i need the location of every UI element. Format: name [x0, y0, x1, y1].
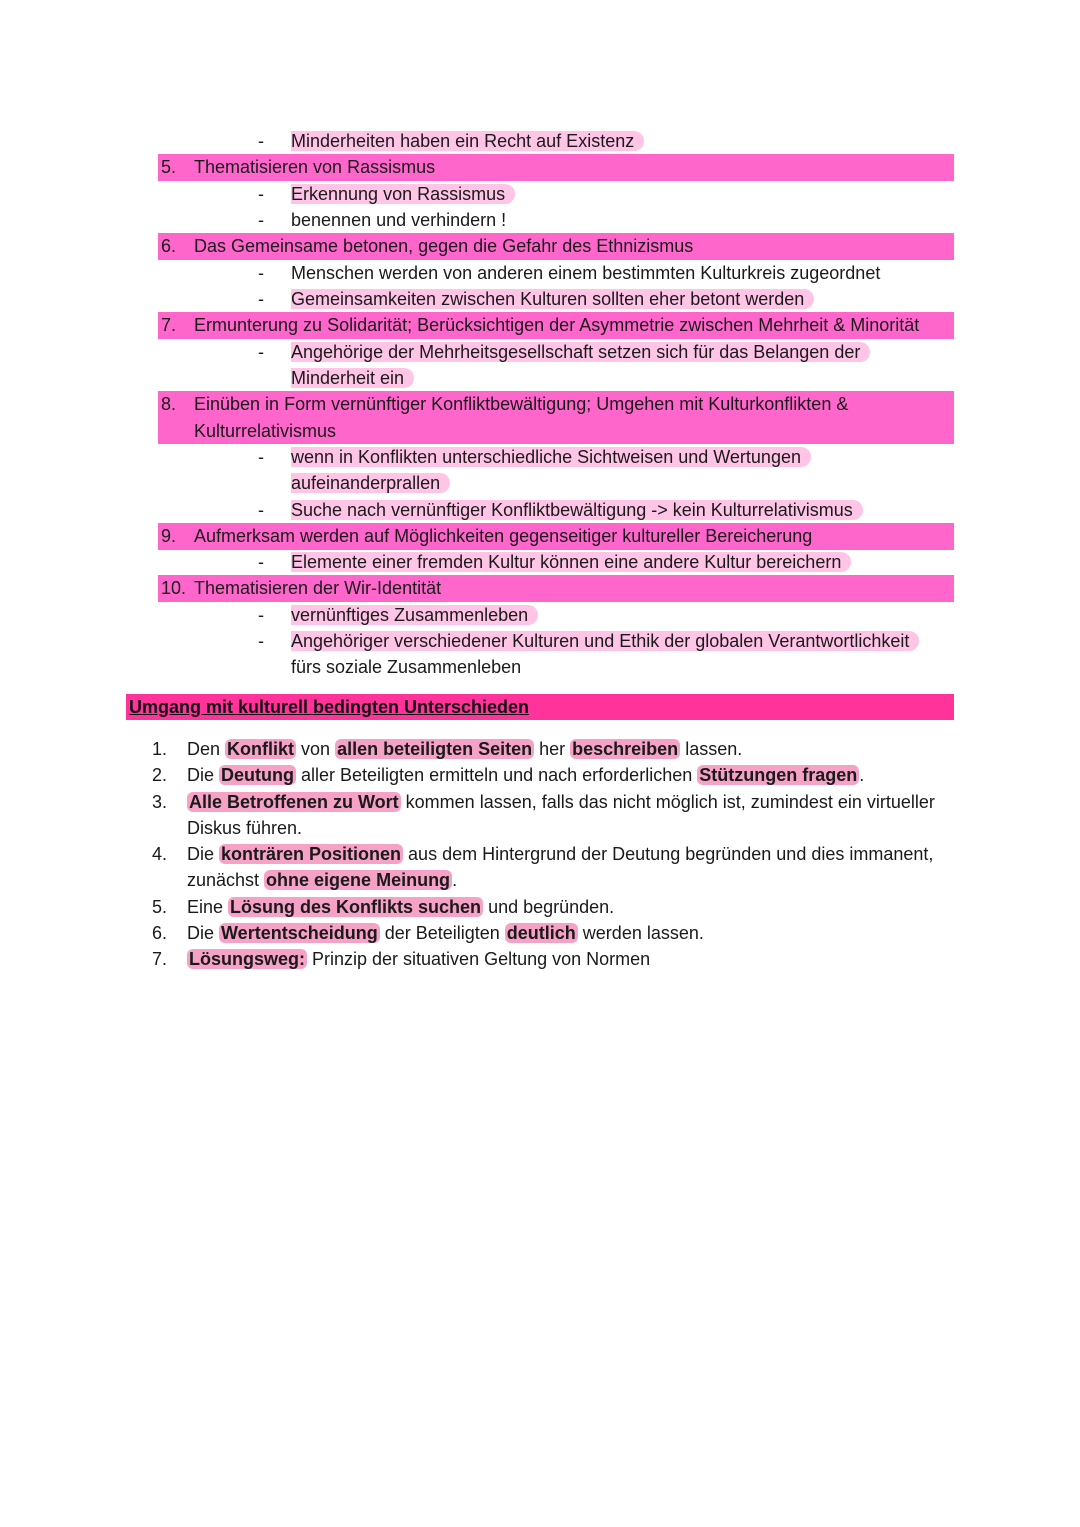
item-number: 8. — [161, 394, 177, 414]
list-number: 4. — [152, 844, 168, 864]
item-number: 9. — [161, 526, 177, 546]
bullet-dash: - — [258, 605, 264, 625]
section-heading: Umgang mit kulturell bedingten Unterschieden — [129, 697, 530, 717]
bullet-dash: - — [258, 210, 264, 230]
item-title: Einüben in Form vernünftiger Konfliktbewältigung; Umgehen mit Kulturkonflikten & — [194, 394, 849, 414]
bullet-dash: - — [258, 552, 264, 572]
bullet-text-cont: aufeinanderprallen — [291, 470, 450, 496]
bullet-dash: - — [258, 289, 264, 309]
bullet-text: Minderheiten haben ein Recht auf Existenz — [291, 128, 644, 154]
list-number: 5. — [152, 897, 168, 917]
list-item: Die Deutung aller Beteiligten ermitteln und nach erforderlichen Stützungen fragen . — [187, 765, 865, 785]
bullet-dash: - — [258, 631, 264, 651]
list-item-cont: Diskus führen. — [187, 818, 303, 838]
bullet-text: wenn in Konflikten unterschiedliche Sichtweisen und Wertungen — [291, 444, 811, 470]
bullet-text: vernünftiges Zusammenleben — [291, 602, 538, 628]
list-number: 3. — [152, 792, 168, 812]
item-title-cont: Kulturrelativismus — [194, 421, 337, 441]
item-number: 5. — [161, 157, 177, 177]
bullet-text-cont: Minderheit ein — [291, 365, 414, 391]
bullet-dash: - — [258, 131, 264, 151]
item-title: Das Gemeinsame betonen, gegen die Gefahr des Ethnizismus — [194, 236, 694, 256]
bullet-text: Gemeinsamkeiten zwischen Kulturen sollten eher betont werden — [291, 286, 814, 312]
list-number: 7. — [152, 949, 168, 969]
item-number: 7. — [161, 315, 177, 335]
item-number: 10. — [161, 578, 187, 598]
list-item: Die Wertentscheidung der Beteiligten deutlich werden lassen. — [187, 923, 704, 943]
bullet-text: Elemente einer fremden Kultur können eine andere Kultur bereichern — [291, 549, 851, 575]
item-title: Ermunterung zu Solidarität; Berücksichtigen der Asymmetrie zwischen Mehrheit & Minorität — [194, 315, 920, 335]
list-item: Lösungsweg: Prinzip der situativen Geltung von Normen — [189, 949, 651, 969]
bullet-dash: - — [258, 500, 264, 520]
item-title: Aufmerksam werden auf Möglichkeiten gegenseitiger kultureller Bereicherung — [194, 526, 813, 546]
bullet-text: Suche nach vernünftiger Konfliktbewältigung -> kein Kulturrelativismus — [291, 497, 863, 523]
item-title: Thematisieren der Wir-Identität — [194, 578, 442, 598]
list-number: 2. — [152, 765, 168, 785]
bullet-dash: - — [258, 342, 264, 362]
item-title: Thematisieren von Rassismus — [194, 157, 436, 177]
bullet-dash: - — [258, 184, 264, 204]
list-number: 6. — [152, 923, 168, 943]
item-number: 6. — [161, 236, 177, 256]
list-item-cont: zunächst ohne eigene Meinung . — [187, 870, 458, 890]
bullet-dash: - — [258, 263, 264, 283]
bullet-text-cont: fürs soziale Zusammenleben — [291, 657, 522, 677]
bullet-text: benennen und verhindern ! — [291, 210, 507, 230]
list-item: Den Konflikt von allen beteiligten Seiten her beschreiben lassen. — [187, 739, 743, 759]
list-item: Eine Lösung des Konflikts suchen und begründen. — [187, 897, 615, 917]
bullet-text: Erkennung von Rassismus — [291, 181, 515, 207]
list-number: 1. — [152, 739, 168, 759]
list-item: Alle Betroffenen zu Wort kommen lassen, falls das nicht möglich ist, zumindest ein virtueller — [189, 792, 935, 812]
list-item: Die konträren Positionen aus dem Hintergrund der Deutung begründen und dies immanent, — [187, 844, 934, 864]
bullet-text: Angehörige der Mehrheitsgesellschaft setzen sich für das Belangen der — [291, 339, 870, 365]
bullet-text: Menschen werden von anderen einem bestimmten Kulturkreis zugeordnet — [291, 263, 881, 283]
bullet-dash: - — [258, 447, 264, 467]
bullet-text: Angehöriger verschiedener Kulturen und Ethik der globalen Verantwortlichkeit — [291, 628, 919, 654]
